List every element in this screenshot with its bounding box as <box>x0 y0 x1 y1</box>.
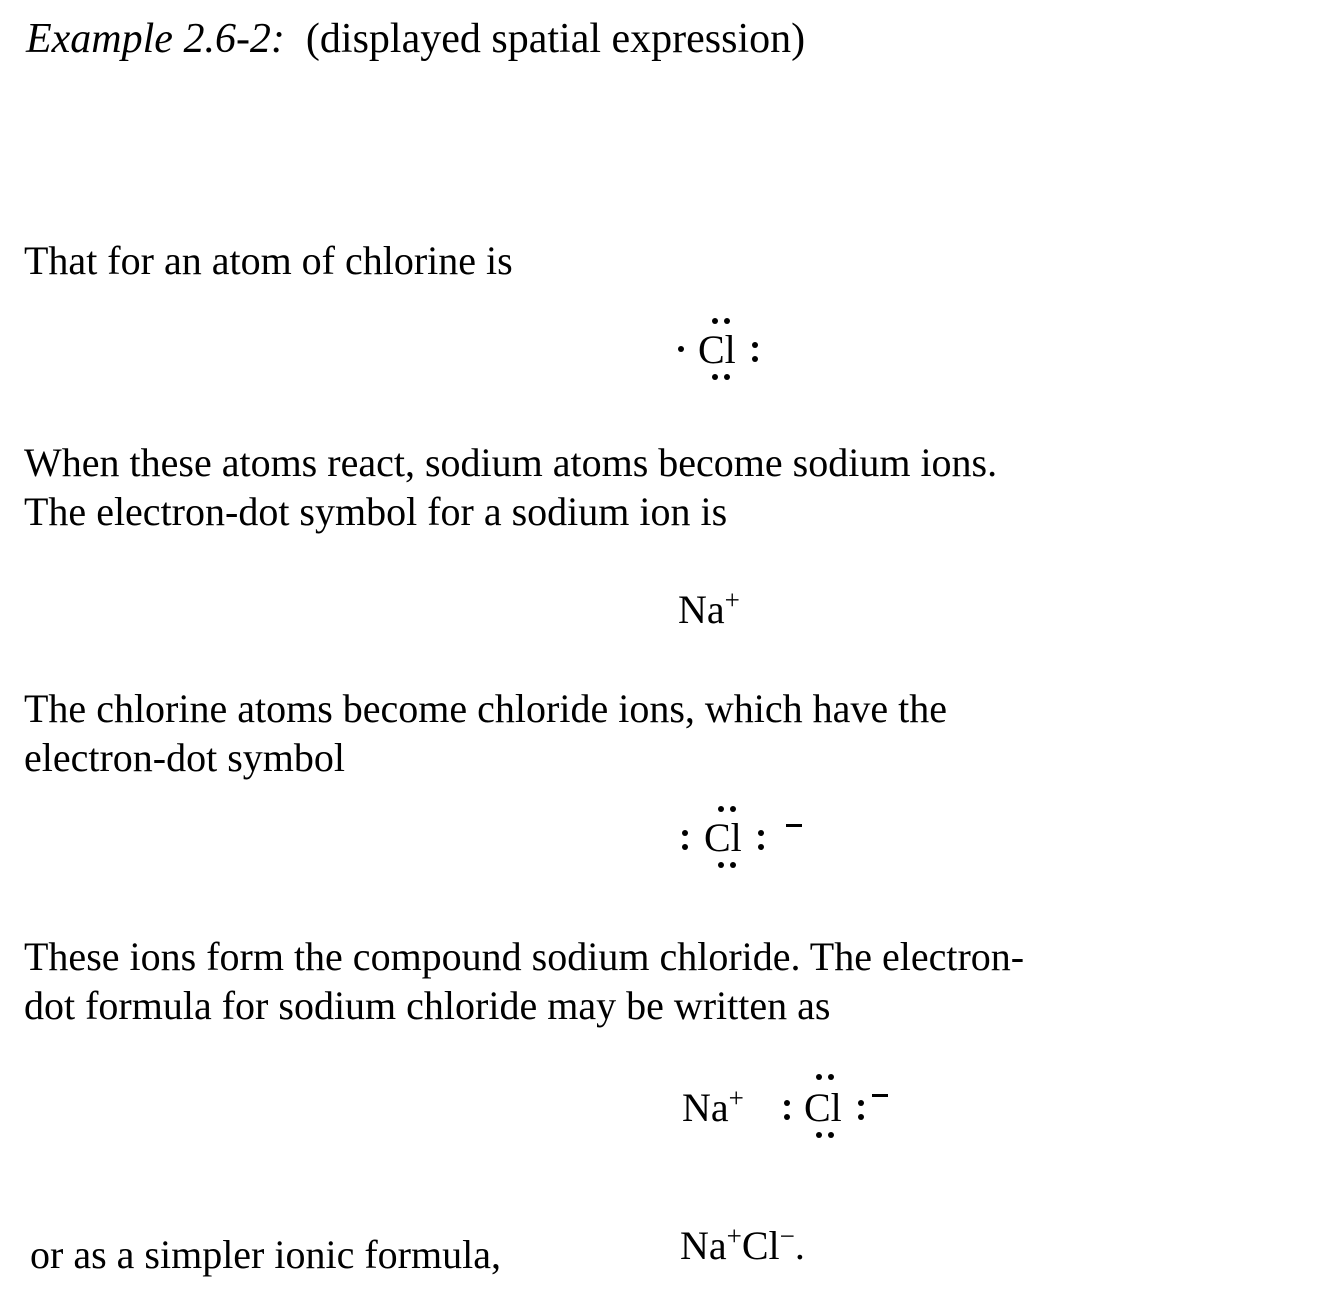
paragraph-line: The electron-dot symbol for a sodium ion is <box>24 489 728 534</box>
sodium-symbol: Na <box>680 1223 727 1268</box>
sodium-symbol: Na <box>678 587 725 632</box>
negative-charge: − <box>779 1221 795 1251</box>
paragraph-line: When these atoms react, sodium atoms become sodium ions. <box>24 440 998 485</box>
electron-dot <box>784 1114 790 1120</box>
chlorine-symbol: Cl <box>804 1085 842 1130</box>
positive-charge: + <box>726 1221 742 1251</box>
paragraph-line: These ions form the compound sodium chloride. The electron- <box>24 934 1025 979</box>
paragraph-sodium-ion <box>24 438 997 536</box>
example-heading <box>26 18 805 60</box>
electron-dot <box>712 374 718 380</box>
electron-dot <box>724 318 730 324</box>
electron-dot <box>758 844 764 850</box>
electron-dot <box>678 346 684 352</box>
chlorine-atom-dot-formula <box>676 312 776 382</box>
sodium-ion-formula <box>678 585 740 632</box>
paragraph-line: electron-dot symbol <box>24 735 346 780</box>
period: . <box>794 1223 805 1268</box>
electron-dot <box>816 1074 822 1080</box>
paragraph-line: The chlorine atoms become chloride ions, which have the <box>24 686 948 731</box>
chlorine-symbol: Cl <box>698 327 736 372</box>
chlorine-symbol: Cl <box>741 1223 780 1268</box>
example-label: Example 2.6-2: <box>26 16 285 62</box>
electron-dot <box>858 1114 864 1120</box>
sodium-chloride-dot-formula <box>682 1066 922 1146</box>
electron-dot <box>718 806 724 812</box>
electron-dot <box>712 318 718 324</box>
positive-charge: + <box>724 585 740 615</box>
positive-charge: + <box>728 1083 744 1113</box>
sodium-cation <box>682 1083 744 1130</box>
paragraph-sodium-chloride <box>24 932 1024 1030</box>
electron-dot <box>730 806 736 812</box>
electron-dot <box>752 356 758 362</box>
electron-dot <box>816 1132 822 1138</box>
sodium-symbol: Na <box>682 1085 729 1130</box>
example-description: (displayed spatial expression) <box>305 16 806 62</box>
paragraph-chloride-ion <box>24 684 947 782</box>
electron-dot <box>828 1132 834 1138</box>
chloride-ion-dot-formula <box>678 800 818 872</box>
ionic-formula <box>680 1221 805 1268</box>
electron-dot <box>758 830 764 836</box>
negative-charge <box>872 1094 888 1097</box>
electron-dot <box>828 1074 834 1080</box>
chlorine-symbol: Cl <box>704 815 742 860</box>
electron-dot <box>682 830 688 836</box>
electron-dot <box>858 1100 864 1106</box>
paragraph-ionic-formula: or as a simpler ionic formula, <box>30 1232 501 1277</box>
negative-charge <box>786 824 802 827</box>
paragraph-chlorine-atom: That for an atom of chlorine is <box>24 238 513 283</box>
electron-dot <box>752 342 758 348</box>
electron-dot <box>682 844 688 850</box>
electron-dot <box>730 862 736 868</box>
paragraph-line: dot formula for sodium chloride may be written as <box>24 983 831 1028</box>
electron-dot <box>724 374 730 380</box>
electron-dot <box>718 862 724 868</box>
electron-dot <box>784 1100 790 1106</box>
